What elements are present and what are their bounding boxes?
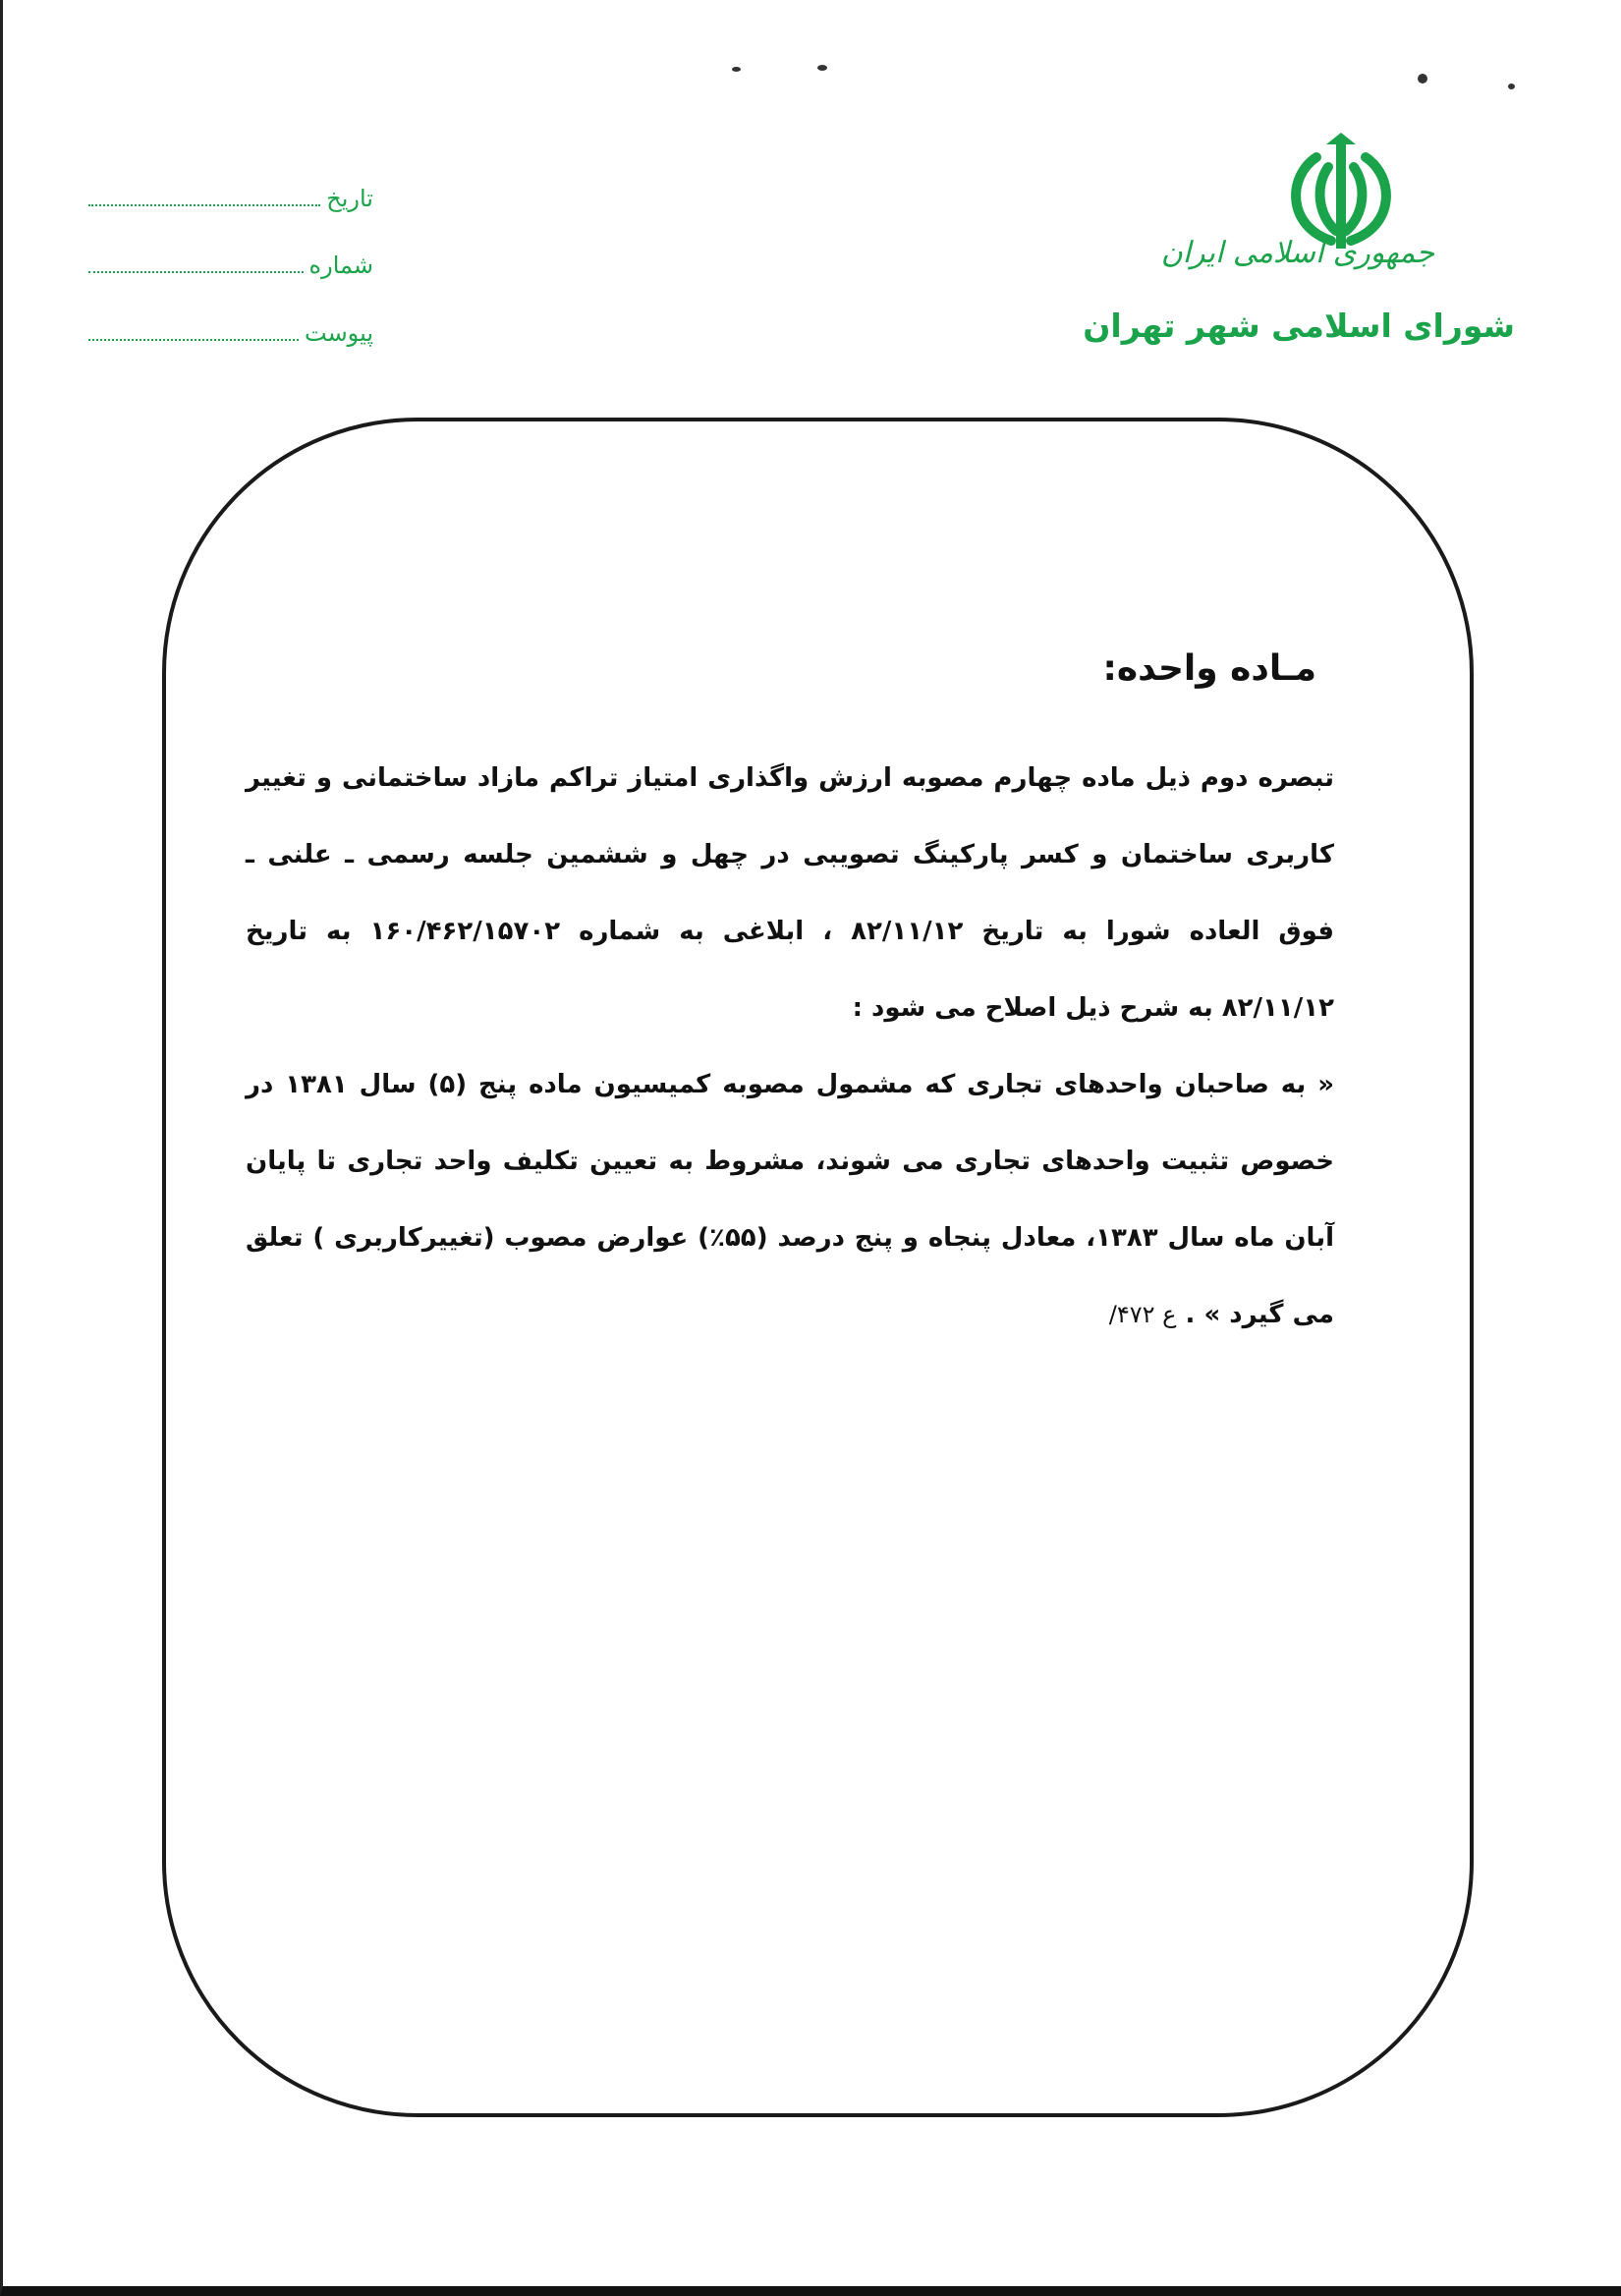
number-field — [88, 252, 373, 279]
date-label: تاریخ — [326, 185, 373, 212]
scan-speck — [817, 65, 827, 71]
council-name: شورای اسلامی شهر تهران — [1083, 307, 1515, 345]
document-body — [246, 648, 1334, 1353]
paragraph-2-text: « به صاحبان واحدهای تجاری که مشمول مصوبه کمیسیون ماده پنج (۵) سال ۱۳۸۱ در خصوص تثبیت واحدهای تجاری می شوند، مشروط به تعیین تکلیف واحد تجاری تا پایان آبان ماه سال ۱۳۸۳، معادل پنجاه و پنج درصد (۵۵٪) عوارض مصوب (تغییرکاربری ) تعلق می گیرد » . — [246, 1070, 1334, 1329]
republic-name: جمهوری اسلامی ایران — [1160, 236, 1434, 270]
scan-speck — [1508, 84, 1515, 89]
date-dots — [88, 191, 320, 206]
paragraph-1: تبصره دوم ذیل ماده چهارم مصوبه ارزش واگذاری امتیاز تراکم مازاد ساختمانی و تغییر کاربری ساختمان و کسر پارکینگ تصویبی در چهل و ششمین جلسه رسمی ـ علنی ـ فوق العاده شورا به تاریخ ۸۲/۱۱/۱۲ ، ابلاغی به شماره ۱۶۰/۴۶۲/۱۵۷۰۲ به تاریخ ۸۲/۱۱/۱۲ به شرح ذیل اصلاح می شود : — [246, 763, 1334, 1023]
attachment-label: پیوست — [305, 319, 373, 347]
number-dots — [88, 257, 304, 273]
attachment-field — [88, 319, 373, 347]
attachment-dots — [88, 325, 299, 341]
scan-speck — [1418, 74, 1427, 84]
reference-code: ع ۴۷۲/ — [1108, 1301, 1177, 1328]
heading: مـاده واحده: — [1102, 648, 1316, 689]
date-field — [88, 185, 373, 212]
paragraph-2 — [246, 1046, 1334, 1353]
scan-speck — [732, 67, 741, 72]
number-label: شماره — [308, 252, 373, 279]
